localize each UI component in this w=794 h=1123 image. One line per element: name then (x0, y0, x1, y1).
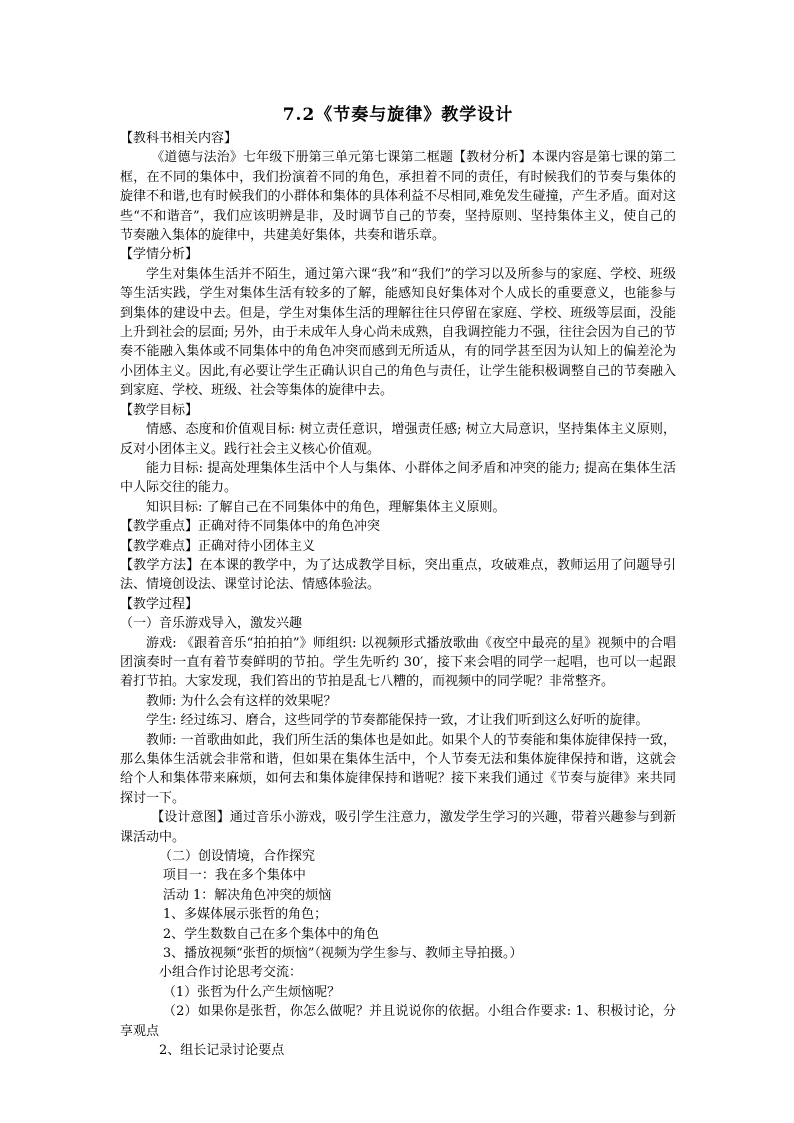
section-two-title: （二）创设情境，合作探究 (159, 849, 316, 865)
paragraph-goal-ability: 能力目标: 提高处理集体生活中个人与集体、小群体之间矛盾和冲突的能力; 提高在集体生活中人际交往的能力。 (120, 460, 676, 496)
heading-teaching-process: 【教学过程】 (120, 596, 199, 612)
heading-difficulty: 【教学难点】正确对待小团体主义 (120, 538, 316, 554)
document-page (120, 100, 676, 1061)
section-one-title: （一）音乐游戏导入，激发兴趣 (120, 616, 303, 632)
paragraph-goal-knowledge: 知识目标: 了解自己在不同集体中的角色，理解集体主义原则。 (146, 499, 506, 515)
project-one-title: 项目一：我在多个集体中 (162, 868, 306, 884)
discussion-intro: 小组合作讨论思考交流： (159, 965, 303, 981)
discussion-question-1: （1）张哲为什么产生烦恼呢？ (162, 984, 341, 1000)
heading-key-point: 【教学重点】正确对待不同集体中的角色冲突 (120, 519, 381, 535)
paragraph-teacher-question: 教师: 为什么会有这样的效果呢？ (146, 693, 337, 709)
paragraph-textbook-analysis: 《道德与法治》七年级下册第三单元第七课第二框题【教材分析】本课内容是第七课的第二框，在不同的集体中，我们扮演着不同的角色，承担着不同的责任，有时候我们的节奏与集体的旋律不和谐,也有时候我们的小群体和集体的具体利益不尽相同,难免发生碰撞，产生矛盾。面对这些“不和谐音”，我们应该明辨是非，及时调节自己的节奏，坚持原则、坚持集体主义，使自己的节奏融入集体的旋律中，共建美好集体，共奏和谐乐章。 (120, 150, 676, 244)
list-item-1: 1、多媒体展示张哲的角色； (162, 907, 328, 923)
paragraph-teaching-method: 【教学方法】在本课的教学中，为了达成教学目标，突出重点，攻破难点，教师运用了问题导引法、情境创设法、课堂讨论法、情感体验法。 (120, 557, 676, 593)
heading-student-analysis: 【学情分析】 (120, 247, 199, 263)
paragraph-teacher-explain: 教师: 一首歌曲如此，我们所生活的集体也是如此。如果个人的节奏能和集体旋律保持一致，那么集体生活就会非常和谐，但如果在集体生活中，个人节奏无法和集体旋律保持和谐，这就会给个人和集体带来麻烦，如何去和集体旋律保持和谐呢？接下来我们通过《节奏与旋律》来共同探讨一下。 (120, 732, 676, 806)
paragraph-student-answer: 学生: 经过练习、磨合，这些同学的节奏都能保持一致，才让我们听到这么好听的旋律。 (146, 713, 649, 729)
paragraph-student-analysis: 学生对集体生活并不陌生，通过第六课“我”和“我们”的学习以及所参与的家庭、学校、班级等生活实践，学生对集体生活有较多的了解，能感知良好集体对个人成长的重要意义，也能参与到集体的建设中去。但是，学生对集体生活的理解往往只停留在家庭、学校、班级等层面，没能上升到社会的层面; 另外，由于未成年人身心尚未成熟，自我调控能力不强，往往会因为自己的节奏不能融入集体或不同集体中的角色冲突而感到无所适从，有的同学甚至因为认知上的偏差沦为小团体主义。因此,有必要让学生正确认识自己的角色与责任，让学生能积极调整自己的节奏融入到家庭、学校、班级、社会等集体的旋律中去。 (120, 266, 676, 399)
group-requirement-2: 2、组长记录讨论要点 (159, 1043, 285, 1059)
discussion-question-2: （2）如果你是张哲，你怎么做呢？并且说说你的依据。小组合作要求: 1、积极讨论，分享观点 (120, 1004, 676, 1039)
heading-textbook: 【教科书相关内容】 (120, 131, 238, 146)
activity-one-title: 活动 1：解决角色冲突的烦恼 (162, 887, 332, 903)
paragraph-goal-emotion: 情感、态度和价值观目标: 树立责任意识，增强责任感; 树立大局意识，坚持集体主义原则，反对小团体主义。践行社会主义核心价值观。 (120, 422, 676, 457)
list-item-2: 2、学生数数自己在多个集体中的角色 (162, 926, 380, 942)
page-title: 7.2《节奏与旋律》教学设计 (282, 105, 514, 125)
paragraph-design-intent: 【设计意图】通过音乐小游戏，吸引学生注意力，激发学生学习的兴趣，带着兴趣参与到新课活动中。 (120, 810, 676, 845)
paragraph-game: 游戏: 《跟着音乐“拍拍拍”》师组织: 以视频形式播放歌曲《夜空中最亮的星》视频中的合唱团演奏时一直有着节奏鲜明的节拍。学生先听约 30′，接下来会唱的同学一起唱，也可以一起跟着打节拍。大家发现，我们笞出的节拍是乱七八糟的，而视频中的同学呢？非常整齐。 (120, 635, 676, 690)
heading-teaching-goals: 【教学目标】 (120, 402, 199, 418)
list-item-3: 3、播放视频“张哲的烦恼”（视频为学生参与、教师主导拍摄。） (162, 946, 523, 962)
